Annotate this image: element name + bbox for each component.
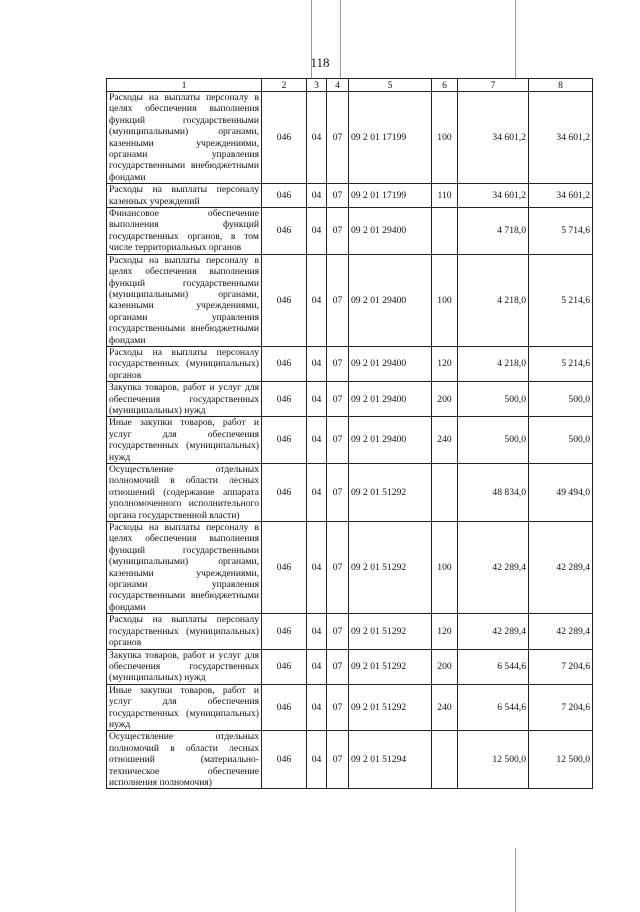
row-ministry-code: 046 (262, 614, 307, 649)
row-expense-type (432, 208, 458, 255)
table-row (107, 464, 593, 522)
row-ministry-code: 046 (262, 346, 307, 381)
row-target-article: 09 2 01 51292 (349, 684, 432, 731)
table-row (107, 184, 593, 208)
row-description: Расходы на выплаты персоналу государственных (муниципальных) органов (107, 346, 262, 381)
row-target-article: 09 2 01 29400 (349, 382, 432, 417)
row-description: Закупка товаров, работ и услуг для обеспечения государственных (муниципальных) нужд (107, 382, 262, 417)
row-amount-year2: 34 601,2 (529, 184, 593, 208)
table-row (107, 254, 593, 346)
row-subsection-code: 07 (327, 92, 349, 184)
row-amount-year2: 5 214,6 (529, 346, 593, 381)
table-row (107, 684, 593, 731)
row-target-article: 09 2 01 51292 (349, 614, 432, 649)
table-row (107, 614, 593, 649)
header-cell: 3 (307, 79, 327, 92)
row-description: Расходы на выплаты персоналу в целях обеспечения выполнения функций государственными (муниципальными) органами, казенными учреждениями, органами управления государственными внебюджетными фондами (107, 254, 262, 346)
row-subsection-code: 07 (327, 649, 349, 684)
row-amount-year1: 42 289,4 (458, 614, 529, 649)
row-amount-year1: 4 718,0 (458, 208, 529, 255)
row-section-code: 04 (307, 184, 327, 208)
header-cell: 5 (349, 79, 432, 92)
table-row (107, 417, 593, 464)
row-ministry-code: 046 (262, 208, 307, 255)
row-target-article: 09 2 01 17199 (349, 184, 432, 208)
row-description: Осуществление отдельных полномочий в области лесных отношений (материально-техническое обеспечение исполнения полномочия) (107, 731, 262, 789)
row-amount-year2: 42 289,4 (529, 614, 593, 649)
table-row (107, 649, 593, 684)
header-cell: 7 (458, 79, 529, 92)
row-section-code: 04 (307, 684, 327, 731)
row-section-code: 04 (307, 382, 327, 417)
row-expense-type: 120 (432, 346, 458, 381)
row-subsection-code: 07 (327, 417, 349, 464)
row-ministry-code: 046 (262, 254, 307, 346)
row-amount-year2: 7 204,6 (529, 684, 593, 731)
table-row (107, 92, 593, 184)
row-section-code: 04 (307, 92, 327, 184)
row-amount-year1: 500,0 (458, 382, 529, 417)
row-section-code: 04 (307, 417, 327, 464)
row-target-article: 09 2 01 51292 (349, 522, 432, 614)
row-target-article: 09 2 01 29400 (349, 346, 432, 381)
row-description: Расходы на выплаты персоналу казенных учреждений (107, 184, 262, 208)
row-amount-year1: 12 500,0 (458, 731, 529, 789)
row-ministry-code: 046 (262, 92, 307, 184)
row-amount-year1: 4 218,0 (458, 346, 529, 381)
row-description: Иные закупки товаров, работ и услуг для обеспечения государственных (муниципальных) нужд (107, 684, 262, 731)
row-amount-year1: 6 544,6 (458, 649, 529, 684)
row-amount-year2: 500,0 (529, 382, 593, 417)
row-expense-type: 100 (432, 254, 458, 346)
row-amount-year1: 6 544,6 (458, 684, 529, 731)
row-expense-type (432, 464, 458, 522)
row-description: Закупка товаров, работ и услуг для обеспечения государственных (муниципальных) нужд (107, 649, 262, 684)
row-subsection-code: 07 (327, 346, 349, 381)
scan-fold-line-bottom (515, 848, 516, 912)
row-section-code: 04 (307, 731, 327, 789)
row-section-code: 04 (307, 464, 327, 522)
table-row (107, 522, 593, 614)
row-amount-year2: 5 714,6 (529, 208, 593, 255)
row-section-code: 04 (307, 614, 327, 649)
row-amount-year1: 48 834,0 (458, 464, 529, 522)
row-target-article: 09 2 01 51292 (349, 464, 432, 522)
row-amount-year2: 7 204,6 (529, 649, 593, 684)
row-expense-type: 200 (432, 382, 458, 417)
row-subsection-code: 07 (327, 208, 349, 255)
row-target-article: 09 2 01 29400 (349, 254, 432, 346)
row-subsection-code: 07 (327, 254, 349, 346)
row-amount-year2: 500,0 (529, 417, 593, 464)
row-description: Расходы на выплаты персоналу в целях обеспечения выполнения функций государственными (муниципальными) органами, казенными учреждениями, органами управления государственными внебюджетными фондами (107, 522, 262, 614)
row-expense-type: 110 (432, 184, 458, 208)
row-target-article: 09 2 01 51292 (349, 649, 432, 684)
row-amount-year2: 5 214,6 (529, 254, 593, 346)
row-target-article: 09 2 01 17199 (349, 92, 432, 184)
row-section-code: 04 (307, 522, 327, 614)
row-ministry-code: 046 (262, 382, 307, 417)
row-section-code: 04 (307, 649, 327, 684)
row-subsection-code: 07 (327, 731, 349, 789)
row-subsection-code: 07 (327, 522, 349, 614)
row-amount-year2: 12 500,0 (529, 731, 593, 789)
row-description: Расходы на выплаты персоналу государственных (муниципальных) органов (107, 614, 262, 649)
header-cell: 1 (107, 79, 262, 92)
table-row (107, 731, 593, 789)
row-amount-year1: 34 601,2 (458, 184, 529, 208)
row-expense-type: 240 (432, 417, 458, 464)
row-amount-year2: 34 601,2 (529, 92, 593, 184)
row-ministry-code: 046 (262, 464, 307, 522)
row-target-article: 09 2 01 29400 (349, 208, 432, 255)
row-expense-type (432, 731, 458, 789)
row-ministry-code: 046 (262, 731, 307, 789)
row-subsection-code: 07 (327, 684, 349, 731)
page-number: 118 (310, 55, 330, 70)
row-description: Осуществление отдельных полномочий в области лесных отношений (содержание аппарата уполномоченного исполнительного органа государственной власти) (107, 464, 262, 522)
row-subsection-code: 07 (327, 464, 349, 522)
row-ministry-code: 046 (262, 417, 307, 464)
budget-table (106, 78, 593, 789)
row-expense-type: 200 (432, 649, 458, 684)
table-row (107, 208, 593, 255)
row-description: Расходы на выплаты персоналу в целях обеспечения выполнения функций государственными (муниципальными) органами, казенными учреждениями, органами управления государственными внебюджетными фондами (107, 92, 262, 184)
row-amount-year1: 34 601,2 (458, 92, 529, 184)
row-section-code: 04 (307, 254, 327, 346)
header-cell: 8 (529, 79, 593, 92)
row-description: Финансовое обеспечение выполнения функций государственных органов, в том числе территориальных органов (107, 208, 262, 255)
row-ministry-code: 046 (262, 522, 307, 614)
row-description: Иные закупки товаров, работ и услуг для обеспечения государственных (муниципальных) нужд (107, 417, 262, 464)
row-ministry-code: 046 (262, 184, 307, 208)
table-body (107, 92, 593, 789)
row-amount-year2: 42 289,4 (529, 522, 593, 614)
row-section-code: 04 (307, 346, 327, 381)
table-row (107, 346, 593, 381)
row-ministry-code: 046 (262, 684, 307, 731)
row-target-article: 09 2 01 51294 (349, 731, 432, 789)
row-expense-type: 100 (432, 92, 458, 184)
row-amount-year1: 500,0 (458, 417, 529, 464)
header-cell: 4 (327, 79, 349, 92)
row-subsection-code: 07 (327, 184, 349, 208)
row-subsection-code: 07 (327, 614, 349, 649)
row-subsection-code: 07 (327, 382, 349, 417)
table-header-row (107, 79, 593, 92)
header-cell: 6 (432, 79, 458, 92)
header-cell: 2 (262, 79, 307, 92)
row-expense-type: 120 (432, 614, 458, 649)
row-amount-year1: 42 289,4 (458, 522, 529, 614)
row-expense-type: 100 (432, 522, 458, 614)
row-ministry-code: 046 (262, 649, 307, 684)
table-row (107, 382, 593, 417)
row-amount-year1: 4 218,0 (458, 254, 529, 346)
row-expense-type: 240 (432, 684, 458, 731)
row-section-code: 04 (307, 208, 327, 255)
row-target-article: 09 2 01 29400 (349, 417, 432, 464)
row-amount-year2: 49 494,0 (529, 464, 593, 522)
